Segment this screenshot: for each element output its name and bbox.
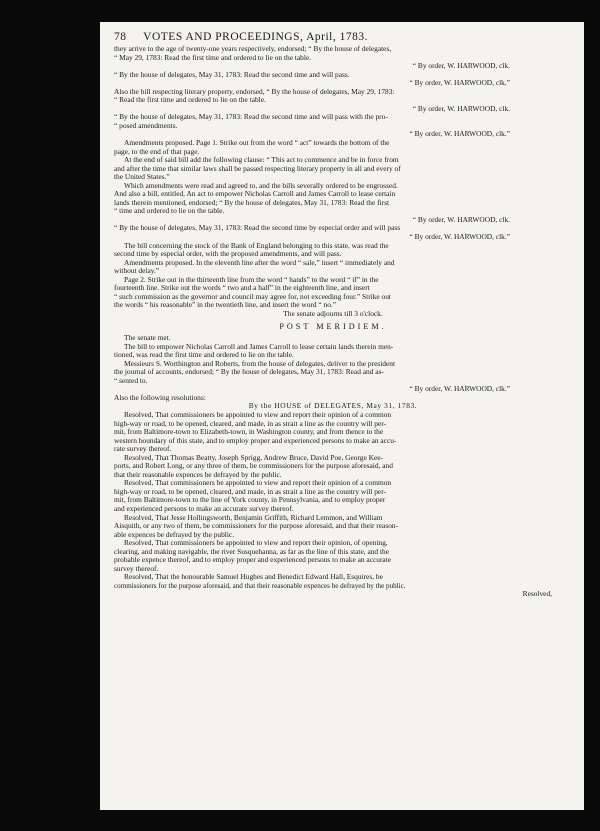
signature-line: “ By order, W. HARWOOD, clk.” bbox=[409, 130, 510, 139]
text-line: Resolved, That the honourable Samuel Hughes and Benedict Edward Hall, Esquires, be bbox=[124, 573, 383, 582]
text-line: And also a bill, entitled, An act to empower Nicholas Carroll and James Carroll to lease certain bbox=[114, 190, 396, 199]
text-line: Aisquith, or any two of them, be commissioners for the purpose aforesaid, and that their reason- bbox=[114, 522, 399, 531]
text-line: Amendments proposed. Page 1. Strike out from the word “ act” towards the bottom of the bbox=[124, 139, 390, 148]
running-title: VOTES AND PROCEEDINGS, April, 1783. bbox=[143, 31, 369, 43]
signature-line: “ By order, W. HARWOOD, clk.” bbox=[409, 385, 510, 394]
text-line: the words “ his reasonable” in the twentieth line, and insert the word “ no.” bbox=[114, 301, 337, 310]
text-line: Resolved, That Thomas Beatty, Joseph Sprigg, Andrew Bruce, David Poe, George Kee- bbox=[124, 453, 383, 462]
text-line: mit, from Baltimore-town to Elizabeth-town, in Washington county, and from thence to the bbox=[114, 428, 384, 437]
text-line: they arrive to the age of twenty-one years respectively, endorsed; “ By the house of delegates, bbox=[114, 45, 392, 53]
text-line: Resolved, That commissioners be appointed to view and report their opinion of a common bbox=[124, 479, 392, 488]
text-line: able expences be defrayed by the public. bbox=[114, 530, 235, 539]
section-heading: POST MERIDIEM. bbox=[279, 322, 387, 331]
catchword: Resolved, bbox=[522, 590, 552, 599]
text-line: without delay.” bbox=[114, 267, 160, 276]
page-content bbox=[114, 22, 552, 599]
signature-line: “ By order, W. HARWOOD, clk. bbox=[412, 104, 510, 113]
text-line: that their reasonable expences be defrayed by the public. bbox=[114, 470, 282, 479]
text-line: “ May 29, 1783: Read the first time and ordered to lie on the table. bbox=[114, 53, 312, 62]
signature-line: “ By order, W. HARWOOD, clk.” bbox=[409, 233, 510, 242]
text-line: and after the time that similar laws shall be passed respecting literary property in all and every of bbox=[114, 164, 401, 173]
text-line: lands therein mentioned, endorsed; “ By the house of delegates, May 31, 1783: Read the first bbox=[114, 198, 390, 207]
text-line: Resolved, That Jesse Hollingsworth, Benjamin Griffith, Richard Lemmon, and William bbox=[124, 513, 383, 522]
text-line: and experienced persons to make an accurate survey thereof. bbox=[114, 504, 294, 513]
text-line: The senate met. bbox=[124, 334, 171, 343]
text-line: Which amendments were read and agreed to, and the bills severally ordered to be engrossed. bbox=[124, 181, 398, 190]
text-line: the United States.” bbox=[114, 173, 170, 182]
text-line: western boundary of this state, and to employ proper and experienced persons to make an accu- bbox=[114, 436, 397, 445]
text-line: “ By the house of delegates, May 31, 1783: Read the second time and will pass. bbox=[114, 70, 350, 79]
signature-line: “ By order, W. HARWOOD, clk.” bbox=[409, 79, 510, 88]
text-line: page, to the end of that page. bbox=[114, 147, 200, 156]
text-line: “ By the house of delegates, May 31, 1783: Read the second time and will pass with the pro- bbox=[114, 113, 388, 122]
text-line: the journal of accounts, endorsed; “ By the house of delegates, May 31, 1783: Read and as- bbox=[114, 368, 384, 377]
text-line: Also the following resolutions: bbox=[114, 393, 206, 402]
text-line: commissioners for the purpose aforesaid, and that their reasonable expences be defrayed by the public. bbox=[114, 581, 406, 590]
text-line: “ time and ordered to lie on the table. bbox=[114, 207, 225, 216]
text-line: probable expence thereof, and to employ proper and experienced persons to make an accurate bbox=[114, 556, 392, 565]
text-line: “ By the house of delegates, May 31, 1783: Read the second time by especial order and will pass bbox=[114, 224, 401, 233]
signature-line: “ By order, W. HARWOOD, clk. bbox=[412, 62, 510, 71]
text-line: ports, and Robert Long, or any three of them, be commissioners for the purpose aforesaid, and bbox=[114, 462, 393, 471]
text-line: The bill concerning the stock of the Bank of England belonging to this state, was read the bbox=[124, 241, 389, 250]
text-line: survey thereof. bbox=[114, 564, 159, 573]
text-line: The bill to empower Nicholas Carroll and James Carroll to lease certain lands therein men- bbox=[124, 342, 394, 351]
text-line: tioned, was read the first time and ordered to lie on the table. bbox=[114, 351, 294, 360]
running-header bbox=[114, 30, 552, 44]
text-line: fourteenth line. Strike out the words “ two and a half” in the eighteenth line, and insert bbox=[114, 284, 370, 293]
text-line: At the end of said bill add the following clause: “ This act to commence and be in force from bbox=[124, 156, 399, 165]
text-line: high-way or road, to be opened, cleared, and made, in as strait a line as the country will per- bbox=[114, 419, 386, 428]
text-line: high-way or road, to be opened, cleared, and made, in as strait a line as the country will per- bbox=[114, 487, 386, 496]
resolutions-heading: By the HOUSE of DELEGATES, May 31, 1783. bbox=[248, 402, 418, 411]
adjournment-note: The senate adjourns till 3 o'clock. bbox=[283, 309, 383, 318]
text-line: “ such commission as the governor and council may agree for, not exceeding four.” Strike out bbox=[114, 292, 391, 301]
signature-line: “ By order, W. HARWOOD, clk. bbox=[412, 215, 510, 224]
text-line: “ sented to. bbox=[114, 376, 148, 385]
text-line: Also the bill respecting literary property, endorsed, “ By the house of delegates, May 29, 1783: bbox=[114, 87, 395, 96]
text-line: second time by especial order, with the proposed amendments, and will pass. bbox=[114, 250, 342, 259]
text-line: Messieurs S. Worthington and Roberts, from the house of delegates, deliver to the president bbox=[124, 359, 396, 368]
text-line: Resolved, That commissioners be appointed to view and report their opinion of a common bbox=[124, 410, 392, 419]
text-line: mit, from Baltimore-town to the line of York county, in Pennsylvania, and to employ proper bbox=[114, 496, 386, 505]
body-text bbox=[114, 45, 552, 599]
text-line: rate survey thereof. bbox=[114, 445, 172, 454]
page-number: 78 bbox=[114, 31, 127, 43]
text-line: Page 2. Strike out in the thirteenth line from the word “ hands” to the word “ if” in the bbox=[124, 275, 379, 284]
text-line: clearing, and making navigable, the river Susquehanna, as far as the line of this state, and the bbox=[114, 547, 390, 556]
text-line: “ Read the first time and ordered to lie on the table. bbox=[114, 96, 266, 105]
text-line: “ posed amendments. bbox=[114, 121, 178, 130]
document-page bbox=[100, 22, 584, 810]
text-line: Resolved, That commissioners be appointed to view and report their opinion, of opening, bbox=[124, 539, 388, 548]
text-line: Amendments proposed. In the eleventh line after the word “ sale,” insert “ immediately and bbox=[124, 258, 395, 267]
